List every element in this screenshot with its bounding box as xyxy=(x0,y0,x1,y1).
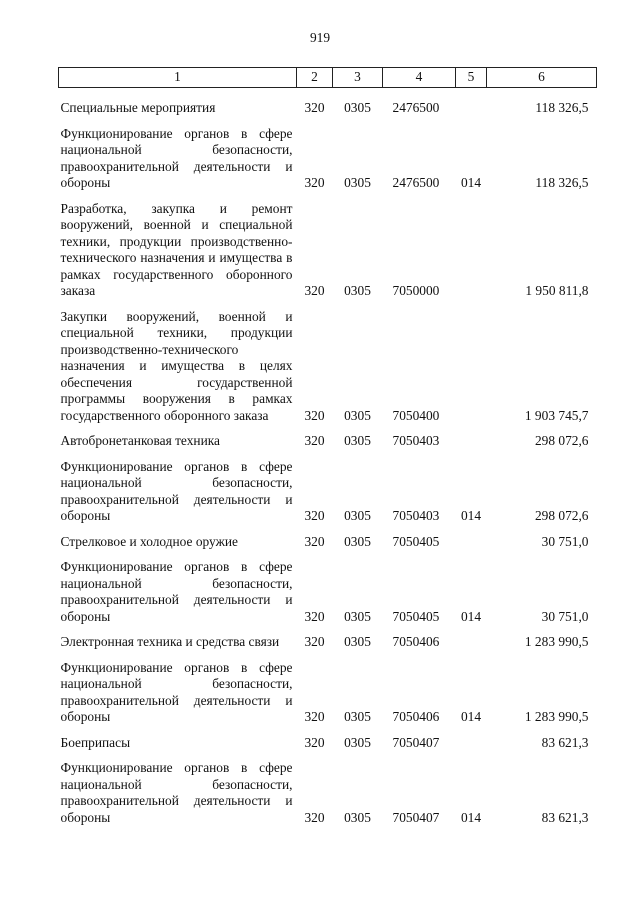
row-col4-cell: 7050406 xyxy=(392,634,440,649)
table-row xyxy=(59,530,597,556)
row-col2-cell: 320 xyxy=(304,433,325,448)
row-amount-cell: 118 326,5 xyxy=(535,175,589,190)
row-col2-cell: 320 xyxy=(304,608,325,624)
row-col5-cell xyxy=(456,530,487,556)
row-col4-cell: 7050406 xyxy=(392,709,440,724)
row-name-cell: Разработка, закупка и ремонт вооружений, военной и специальной техники, продукции производственно-технического назначения и имущества в рамках государственного оборонного заказа xyxy=(60,200,293,298)
row-name-cell: Специальные мероприятия xyxy=(60,100,216,115)
row-col4-cell: 7050403 xyxy=(392,508,440,523)
row-col3-cell: 0305 xyxy=(344,508,371,523)
row-col2-cell: 320 xyxy=(304,407,325,423)
header-col-3: 3 xyxy=(333,68,383,88)
row-col2-cell: 320 xyxy=(304,734,325,750)
row-name-cell: Функционирование органов в сфере национальной безопасности, правоохранительной деятельности и обороны xyxy=(60,458,293,523)
row-col5-cell xyxy=(456,88,487,122)
row-col5-cell xyxy=(456,731,487,757)
row-col2-cell: 320 xyxy=(304,634,325,649)
row-col4-cell: 2476500 xyxy=(392,100,440,115)
row-col2-cell: 320 xyxy=(304,283,325,298)
row-col4-cell: 7050400 xyxy=(392,407,440,423)
row-col4-cell: 7050000 xyxy=(392,283,440,298)
row-col4-cell: 7050405 xyxy=(392,533,440,549)
row-col3-cell: 0305 xyxy=(344,407,371,423)
row-name-cell: Стрелковое и холодное оружие xyxy=(60,533,238,549)
row-name-cell: Закупки вооружений, военной и специальной техники, продукции производственно-технического назначения и имущества в целях обеспечения государственной программы вооружения в рамках государственного оборонного заказа xyxy=(60,308,293,423)
table-row xyxy=(59,429,597,455)
row-amount-cell: 83 621,3 xyxy=(541,734,589,750)
row-amount-cell: 1 283 990,5 xyxy=(524,709,589,724)
row-col2-cell: 320 xyxy=(304,508,325,523)
row-name-cell: Автобронетанковая техника xyxy=(60,433,220,448)
row-col5-cell xyxy=(456,305,487,430)
row-name-cell: Функционирование органов в сфере национальной безопасности, правоохранительной деятельности и обороны xyxy=(60,760,293,825)
table-row xyxy=(59,555,597,630)
table-row xyxy=(59,455,597,530)
row-amount-cell: 118 326,5 xyxy=(535,100,589,115)
row-col5-cell: 014 xyxy=(460,809,482,825)
row-amount-cell: 298 072,6 xyxy=(534,508,589,523)
row-col5-cell xyxy=(456,429,487,455)
row-col2-cell: 320 xyxy=(304,100,325,115)
row-col4-cell: 2476500 xyxy=(392,175,440,190)
row-col5-cell xyxy=(456,197,487,305)
table-row xyxy=(59,756,597,831)
row-name-cell: Функционирование органов в сфере национальной безопасности, правоохранительной деятельности и обороны xyxy=(60,125,293,190)
table-row xyxy=(59,630,597,656)
row-name-cell: Функционирование органов в сфере национальной безопасности, правоохранительной деятельности и обороны xyxy=(60,559,293,624)
row-col5-cell: 014 xyxy=(460,608,482,624)
row-col2-cell: 320 xyxy=(304,533,325,549)
table-row xyxy=(59,197,597,305)
row-col5-cell: 014 xyxy=(460,709,482,724)
row-col4-cell: 7050407 xyxy=(392,809,440,825)
row-col3-cell: 0305 xyxy=(344,100,371,115)
row-amount-cell: 30 751,0 xyxy=(541,608,589,624)
table-row xyxy=(59,122,597,197)
row-col5-cell: 014 xyxy=(460,175,482,190)
row-col5-cell: 014 xyxy=(460,508,482,523)
row-col3-cell: 0305 xyxy=(344,533,371,549)
header-col-2: 2 xyxy=(297,68,333,88)
row-col4-cell: 7050407 xyxy=(392,734,440,750)
row-amount-cell: 1 950 811,8 xyxy=(525,283,589,298)
row-col5-cell xyxy=(456,630,487,656)
row-col4-cell: 7050403 xyxy=(392,433,440,448)
row-col3-cell: 0305 xyxy=(344,433,371,448)
row-col3-cell: 0305 xyxy=(344,175,371,190)
row-col2-cell: 320 xyxy=(304,809,325,825)
header-col-6: 6 xyxy=(487,68,597,88)
row-col3-cell: 0305 xyxy=(344,734,371,750)
row-col2-cell: 320 xyxy=(304,175,325,190)
row-col3-cell: 0305 xyxy=(344,634,371,649)
row-name-cell: Боеприпасы xyxy=(60,734,131,750)
row-amount-cell: 298 072,6 xyxy=(534,433,589,448)
row-col3-cell: 0305 xyxy=(344,709,371,724)
header-col-5: 5 xyxy=(456,68,487,88)
row-col3-cell: 0305 xyxy=(344,809,371,825)
row-col3-cell: 0305 xyxy=(344,283,371,298)
table-row xyxy=(59,88,597,122)
row-amount-cell: 30 751,0 xyxy=(541,533,589,549)
page-number: 919 xyxy=(309,30,331,45)
row-amount-cell: 1 283 990,5 xyxy=(524,634,589,649)
header-col-4: 4 xyxy=(383,68,456,88)
row-amount-cell: 1 903 745,7 xyxy=(524,407,589,423)
table-body xyxy=(59,88,597,832)
table-row xyxy=(59,656,597,731)
header-col-1: 1 xyxy=(59,68,297,88)
header-row xyxy=(59,68,597,88)
row-amount-cell: 83 621,3 xyxy=(541,809,589,825)
row-name-cell: Электронная техника и средства связи xyxy=(60,634,280,649)
budget-table xyxy=(58,67,597,831)
row-name-cell: Функционирование органов в сфере национальной безопасности, правоохранительной деятельности и обороны xyxy=(60,659,293,724)
row-col3-cell: 0305 xyxy=(344,608,371,624)
table-row xyxy=(59,305,597,430)
row-col2-cell: 320 xyxy=(304,709,325,724)
table-row xyxy=(59,731,597,757)
row-col4-cell: 7050405 xyxy=(392,608,440,624)
